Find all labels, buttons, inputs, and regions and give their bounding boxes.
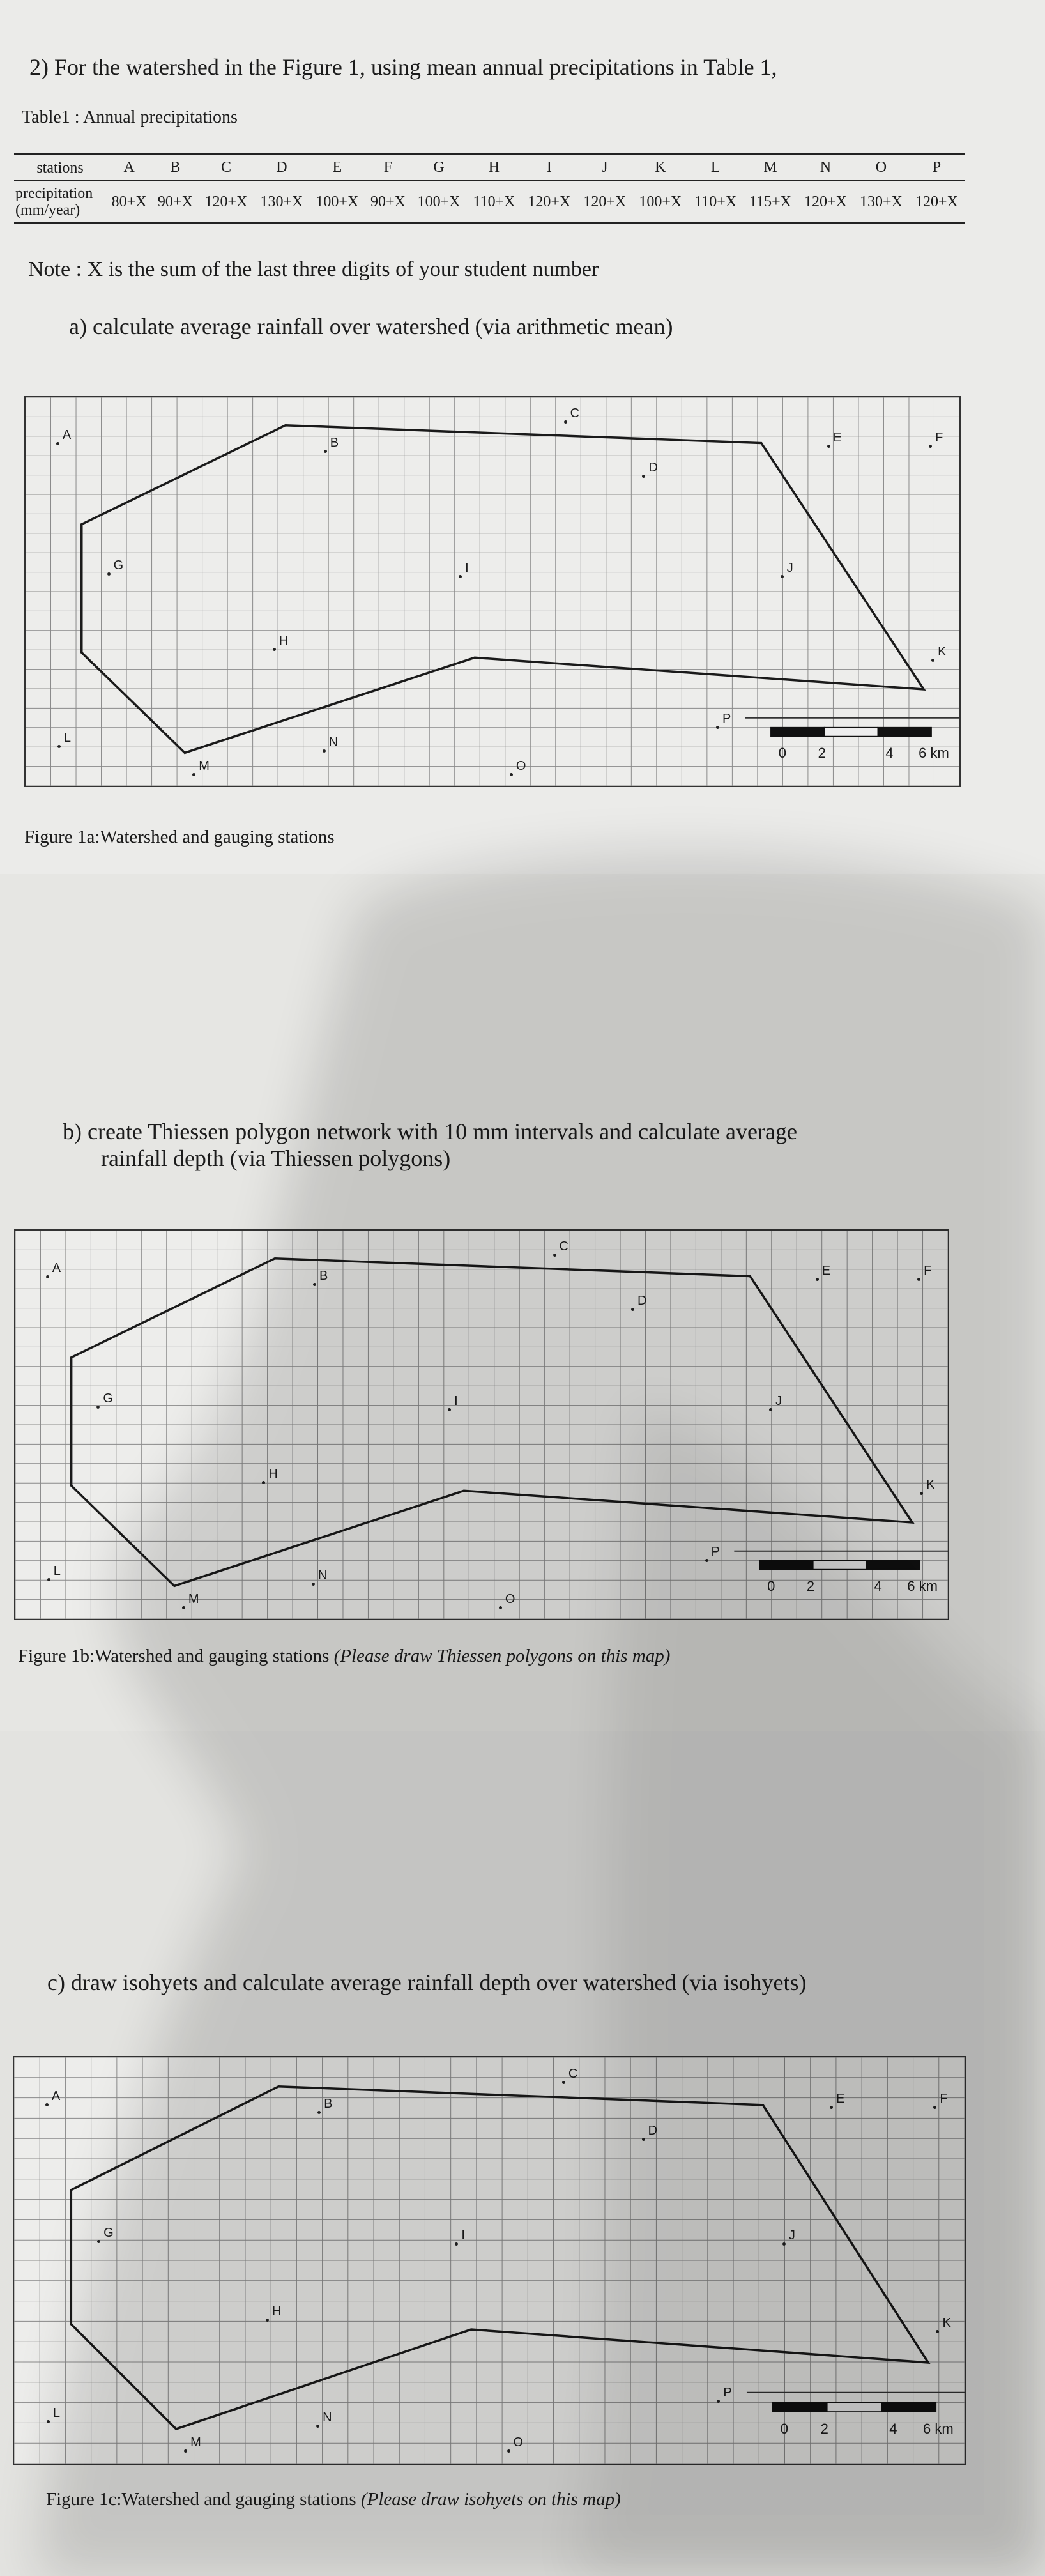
table-precip-K: 100+X bbox=[632, 181, 688, 224]
station-label-N: N bbox=[318, 1568, 328, 1583]
table-station-D: D bbox=[254, 155, 309, 181]
table-precip-E: 100+X bbox=[309, 181, 365, 224]
note-text: Note : X is the sum of the last three digits of your student number bbox=[28, 257, 599, 281]
station-label-G: G bbox=[113, 558, 124, 573]
station-point-E bbox=[816, 1278, 819, 1281]
scale-label: 6 km bbox=[923, 2421, 954, 2437]
page-section-3 bbox=[0, 1731, 1045, 2576]
station-label-H: H bbox=[271, 2304, 282, 2319]
table-precip-I: 120+X bbox=[521, 181, 577, 224]
watershed-boundary bbox=[71, 2087, 928, 2429]
station-label-L: L bbox=[63, 730, 71, 745]
part-c-text: c) draw isohyets and calculate average rainfall depth over watershed (via isohyets) bbox=[47, 1970, 807, 1995]
table-precip-F: 90+X bbox=[365, 181, 411, 224]
station-point-F bbox=[917, 1278, 920, 1281]
station-point-A bbox=[56, 442, 59, 445]
table-precip-N: 120+X bbox=[798, 181, 853, 224]
table-precip-B: 90+X bbox=[152, 181, 198, 224]
part-b-text-line2: rainfall depth (via Thiessen polygons) bbox=[101, 1146, 451, 1171]
figure-1c-caption bbox=[46, 2489, 621, 2510]
table-values-row bbox=[14, 181, 965, 224]
station-point-D bbox=[642, 2138, 645, 2141]
station-label-A: A bbox=[52, 1261, 61, 1275]
station-label-I: I bbox=[465, 561, 469, 576]
figure-1c-caption-instruction: (Please draw isohyets on this map) bbox=[360, 2489, 621, 2510]
station-label-C: C bbox=[559, 1239, 568, 1254]
map-grid-svg bbox=[15, 1230, 948, 1619]
question-title: 2) For the watershed in the Figure 1, using mean annual precipitations in Table 1, bbox=[29, 54, 777, 80]
scale-label: 0 bbox=[767, 1578, 775, 1595]
station-point-P bbox=[716, 726, 719, 729]
table-station-M: M bbox=[743, 155, 798, 181]
station-label-O: O bbox=[505, 1592, 515, 1607]
station-label-B: B bbox=[319, 1268, 328, 1283]
station-label-J: J bbox=[786, 561, 793, 576]
table-precip-M: 115+X bbox=[743, 181, 798, 224]
station-point-F bbox=[929, 445, 932, 448]
table-station-P: P bbox=[909, 155, 965, 181]
station-point-P bbox=[705, 1559, 708, 1562]
station-label-P: P bbox=[711, 1544, 720, 1559]
table-station-I: I bbox=[521, 155, 577, 181]
station-label-N: N bbox=[328, 735, 339, 749]
station-label-P: P bbox=[723, 2386, 732, 2400]
station-label-I: I bbox=[454, 1394, 458, 1409]
scale-label: 2 bbox=[820, 2421, 828, 2437]
table-station-C: C bbox=[198, 155, 254, 181]
map-figure-1a bbox=[24, 396, 961, 787]
table-header-precipitation: precipitation (mm/year) bbox=[14, 181, 106, 224]
scale-label: 4 bbox=[874, 1578, 882, 1595]
station-label-J: J bbox=[775, 1394, 782, 1409]
station-point-H bbox=[273, 648, 276, 651]
table-precip-J: 120+X bbox=[577, 181, 632, 224]
table-station-G: G bbox=[411, 155, 467, 181]
station-point-C bbox=[553, 1254, 556, 1257]
station-point-L bbox=[47, 2420, 50, 2423]
station-point-E bbox=[827, 445, 830, 448]
station-label-F: F bbox=[924, 1263, 932, 1278]
station-label-L: L bbox=[52, 2405, 61, 2420]
station-label-M: M bbox=[199, 759, 210, 774]
figure-1b-caption bbox=[18, 1646, 670, 1667]
table-precip-O: 130+X bbox=[853, 181, 909, 224]
page-section-2 bbox=[0, 874, 1045, 1731]
station-point-B bbox=[324, 450, 327, 453]
table-station-A: A bbox=[106, 155, 152, 181]
station-point-G bbox=[97, 2240, 100, 2243]
station-point-L bbox=[47, 1578, 50, 1581]
watershed-boundary bbox=[72, 1259, 913, 1586]
station-label-N: N bbox=[323, 2410, 332, 2425]
map-figure-1b bbox=[14, 1229, 949, 1620]
station-label-I: I bbox=[461, 2228, 465, 2243]
figure-1b-caption-instruction: (Please draw Thiessen polygons on this map) bbox=[333, 1646, 671, 1666]
station-label-P: P bbox=[722, 711, 731, 726]
station-label-K: K bbox=[942, 2316, 951, 2331]
station-label-M: M bbox=[190, 2435, 201, 2450]
station-label-G: G bbox=[103, 2225, 114, 2240]
station-point-N bbox=[316, 2425, 319, 2428]
table-precip-P: 120+X bbox=[909, 181, 965, 224]
table-precip-H: 110+X bbox=[467, 181, 522, 224]
station-point-N bbox=[312, 1583, 315, 1586]
scale-label: 0 bbox=[778, 745, 787, 762]
station-point-L bbox=[57, 745, 61, 748]
table-station-N: N bbox=[798, 155, 853, 181]
station-label-D: D bbox=[648, 2123, 658, 2138]
part-b-text-line1: b) create Thiessen polygon network with 10 mm intervals and calculate average bbox=[63, 1119, 797, 1144]
station-label-A: A bbox=[62, 427, 72, 442]
station-label-C: C bbox=[570, 406, 580, 420]
table-header-row bbox=[14, 155, 965, 181]
station-point-H bbox=[266, 2319, 269, 2322]
station-point-O bbox=[507, 2450, 510, 2453]
scale-label: 0 bbox=[780, 2421, 788, 2437]
map-grid-svg bbox=[26, 397, 959, 786]
table-caption: Table1 : Annual precipitations bbox=[22, 107, 238, 127]
scale-label: 4 bbox=[885, 745, 894, 762]
station-label-M: M bbox=[188, 1592, 199, 1607]
station-label-H: H bbox=[268, 1466, 278, 1481]
station-label-B: B bbox=[324, 2097, 333, 2112]
table-precip-A: 80+X bbox=[106, 181, 152, 224]
station-point-G bbox=[107, 572, 111, 576]
scale-label: 6 km bbox=[907, 1578, 938, 1595]
station-label-A: A bbox=[51, 2089, 61, 2103]
station-label-F: F bbox=[940, 2092, 948, 2106]
table-station-O: O bbox=[853, 155, 909, 181]
station-label-H: H bbox=[278, 633, 289, 648]
station-label-O: O bbox=[515, 759, 526, 774]
station-point-B bbox=[313, 1283, 316, 1286]
table-precip-L: 110+X bbox=[688, 181, 743, 224]
station-label-K: K bbox=[938, 645, 947, 659]
part-a-text: a) calculate average rainfall over watershed (via arithmetic mean) bbox=[69, 314, 673, 339]
figure-1c-caption-text: Figure 1c:Watershed and gauging stations bbox=[46, 2489, 356, 2510]
station-label-D: D bbox=[637, 1294, 647, 1308]
figure-1a-caption: Figure 1a:Watershed and gauging stations bbox=[24, 827, 335, 847]
scale-label: 6 km bbox=[919, 745, 949, 762]
station-label-J: J bbox=[788, 2228, 795, 2243]
watershed-boundary bbox=[82, 425, 924, 753]
station-point-N bbox=[323, 749, 326, 753]
station-label-D: D bbox=[648, 461, 658, 475]
map-grid-svg bbox=[14, 2057, 965, 2464]
table-station-J: J bbox=[577, 155, 632, 181]
scale-label: 2 bbox=[806, 1578, 815, 1595]
station-point-A bbox=[46, 1275, 49, 1278]
station-point-H bbox=[262, 1481, 265, 1484]
table-header-stations: stations bbox=[14, 155, 106, 181]
station-label-E: E bbox=[821, 1263, 831, 1278]
page-section-1 bbox=[0, 0, 1045, 874]
table-station-F: F bbox=[365, 155, 411, 181]
map-figure-1c bbox=[13, 2056, 966, 2465]
station-point-A bbox=[45, 2103, 49, 2106]
station-label-K: K bbox=[926, 1478, 935, 1492]
table-station-B: B bbox=[152, 155, 198, 181]
station-point-C bbox=[562, 2081, 565, 2084]
table-precip-D: 130+X bbox=[254, 181, 309, 224]
station-label-B: B bbox=[330, 435, 339, 450]
table-station-H: H bbox=[467, 155, 522, 181]
station-label-E: E bbox=[836, 2092, 845, 2106]
station-label-C: C bbox=[568, 2066, 578, 2081]
station-label-E: E bbox=[833, 430, 842, 445]
table-station-K: K bbox=[632, 155, 688, 181]
table-station-L: L bbox=[688, 155, 743, 181]
station-label-F: F bbox=[935, 430, 943, 445]
station-label-G: G bbox=[103, 1392, 113, 1406]
station-label-L: L bbox=[53, 1563, 61, 1578]
station-point-C bbox=[564, 420, 567, 424]
table-precip-C: 120+X bbox=[198, 181, 254, 224]
station-label-O: O bbox=[513, 2435, 524, 2450]
scale-label: 4 bbox=[889, 2421, 897, 2437]
scale-label: 2 bbox=[818, 745, 826, 762]
table-station-E: E bbox=[309, 155, 365, 181]
precipitation-table bbox=[14, 153, 965, 224]
figure-1b-caption-text: Figure 1b:Watershed and gauging stations bbox=[18, 1646, 330, 1666]
table-precip-G: 100+X bbox=[411, 181, 467, 224]
